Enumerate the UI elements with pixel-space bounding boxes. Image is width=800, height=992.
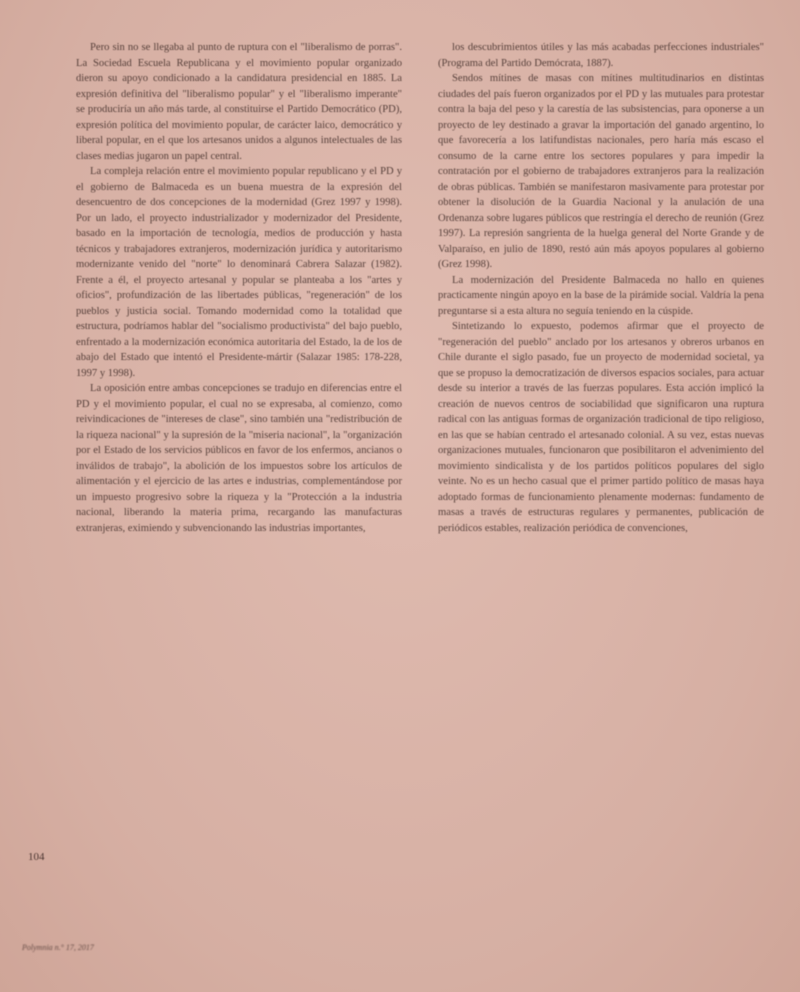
paragraph: Sendos mítines de masas con mítines multitudinarios en distintas ciudades del país fueron organizados por el PD y las mutuales para protestar contra la baja del peso y la carestía de las subsistencias, para oponerse a un proyecto de ley destinado a gravar la importación del ganado argentino, lo que favorecería a los latifundistas nacionales, pero haría más escaso el consumo de la carne entre los sectores populares y para impedir la contratación por el gobierno de trabajadores extranjeros para la realización de obras públicas. También se manifestaron masivamente para protestar por obtener la disolución de la Guardia Nacional y la anulación de una Ordenanza sobre lugares públicos que restringía el derecho de reunión (Grez 1997). La represión sangrienta de la huelga general del Norte Grande y de Valparaíso, en julio de 1890, restó aún más apoyos populares al gobierno (Grez 1998).: [438, 73, 764, 270]
paragraph: La modernización del Presidente Balmaceda no hallo en quienes practicamente ningún apoyo en la base de la pirámide social. Valdría la pena preguntarse si a esta altura no seguía teniendo en la cúspide.: [438, 274, 764, 317]
paragraph: La oposición entre ambas concepciones se tradujo en diferencias entre el PD y el movimiento popular, el cual no se expresaba, al comienzo, como reivindicaciones de "intereses de clase", sino también una "redistribución de la riqueza nacional" y la supresión de la "miseria nacional", la "organización por el Estado de los servicios públicos en favor de los enfermos, ancianos o inválidos de trabajo", la abolición de los impuestos sobre los artículos de alimentación y el ejercicio de las artes e industrias, complementándose por un impuesto progresivo sobre la riqueza y la "Protección a la industria nacional, liberando la materia prima, recargando las manufacturas extranjeras, eximiendo y subvencionando las industrias importantes,: [76, 383, 402, 534]
paragraph: Pero sin no se llegaba al punto de ruptura con el "liberalismo de porras". La Sociedad Escuela Republicana y el movimiento popular organizado dieron su apoyo condicionado a la candidatura presidencial en 1885. La expresión definitiva del "liberalismo popular" y el "liberalismo imperante" se produciría un año más tarde, al constituirse el Partido Democrático (PD), expresión política del movimiento popular, de carácter laico, democrático y liberal popular, en el que los artesanos unidos a algunos intelectuales de las clases medias jugaron un papel central.: [76, 42, 402, 162]
page-number: 104: [28, 851, 45, 863]
paragraph: La compleja relación entre el movimiento popular republicano y el PD y el gobierno de Balmaceda es un buena muestra de la expresión del desencuentro de dos concepciones de la modernidad (Grez 1997 y 1998). Por un lado, el proyecto industrializador y modernizador del Presidente, basado en la importación de tecnología, medios de producción y hasta técnicos y trabajadores extranjeros, modernización jurídica y autoritarismo modernizante venido del "norte" lo denominará Cabrera Salazar (1982). Frente a él, el proyecto artesanal y popular se planteaba a los "artes y oficios", profundización de las libertades públicas, "regeneración" de los pueblos y justicia social. Tomando modernidad como la totalidad que estructura, podríamos hablar del "socialismo productivista" del bajo pueblo, enfrentado a la modernización económica autoritaria del Estado, la de los de abajo del Estado que intentó el Presidente-mártir (Salazar 1985: 178-228, 1997 y 1998).: [76, 166, 402, 379]
paragraph: Sintetizando lo expuesto, podemos afirmar que el proyecto de "regeneración del pueblo" anclado por los artesanos y obreros urbanos en Chile durante el siglo pasado, fue un proyecto de modernidad societal, ya que se propuso la democratización de diversos espacios sociales, para actuar desde su interior a través de las fuerzas populares. Esta acción implicó la creación de nuevos centros de sociabilidad que significaron una ruptura radical con las antiguas formas de organización tradicional de tipo religioso, en las que se habían centrado el artesanado colonial. A su vez, estas nuevas organizaciones mutuales, funcionaron que posibilitaron el advenimiento del movimiento sindicalista y de los partidos políticos populares del siglo veinte. No es un hecho casual que el primer partido político de masas haya adoptado formas de funcionamiento plenamente modernas: fundamento de masas a través de estructuras regulares y permanentes, publicación de periódicos estables, realización periódica de convenciones,: [438, 321, 764, 534]
paragraph: los descubrimientos útiles y las más acabadas perfecciones industriales" (Programa del Partido Demócrata, 1887).: [438, 42, 764, 69]
text-column-left: [76, 40, 402, 912]
footer-journal-title: Polymnia n.° 17, 2017: [22, 943, 94, 952]
text-column-right: [438, 40, 764, 912]
